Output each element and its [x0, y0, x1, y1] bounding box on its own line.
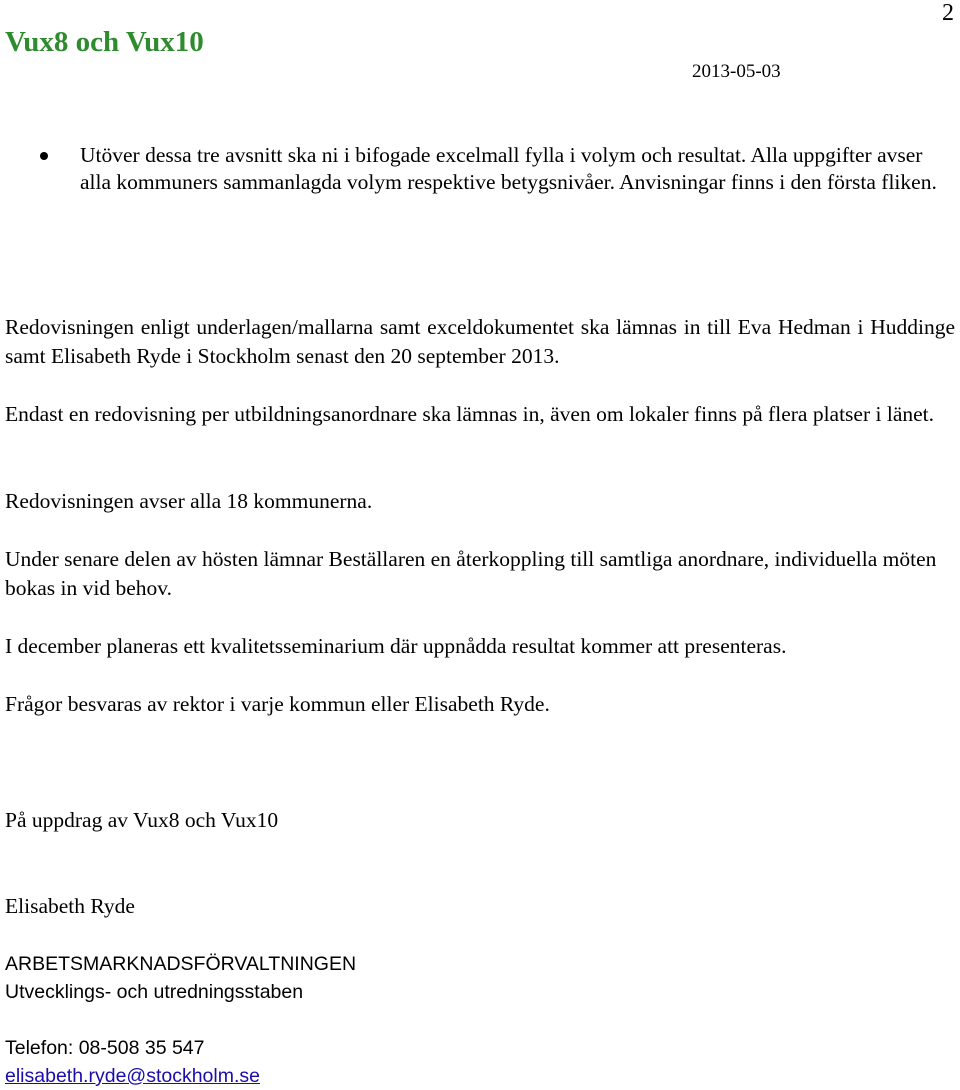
bullet-list [0, 142, 960, 196]
header-date: 2013-05-03 [692, 61, 781, 82]
signature-email-line [5, 1062, 260, 1090]
signature-unit: Utvecklings- och utredningsstaben [5, 981, 304, 1003]
paragraph-questions: Frågor besvaras av rektor i varje kommun eller Elisabeth Ryde. [5, 692, 550, 716]
paragraph-feedback: Under senare delen av hösten lämnar Beställaren en återkoppling till samtliga anordnare, individuella möten bokas in vid behov. [5, 547, 937, 600]
paragraph-municipalities: Redovisningen avser alla 18 kommunerna. [5, 489, 373, 513]
paragraph-seminar: I december planeras ett kvalitetsseminarium där uppnådda resultat kommer att presenteras. [5, 634, 787, 658]
list-item [0, 142, 940, 196]
signature-name: Elisabeth Ryde [5, 894, 135, 918]
bullet-icon [40, 152, 48, 160]
paragraph-submission: Redovisningen enligt underlagen/mallarna samt exceldokumentet ska lämnas in till Eva Hedman i Huddinge samt Elisabeth Ryde i Stockholm senast den 20 september 2013. [5, 315, 955, 368]
signature-on-behalf: På uppdrag av Vux8 och Vux10 [5, 808, 279, 832]
header-title: Vux8 och Vux10 [5, 26, 204, 58]
signature-phone: Telefon: 08-508 35 547 [5, 1037, 205, 1059]
page-number: 2 [942, 0, 954, 26]
paragraph-single-report: Endast en redovisning per utbildningsanordnare ska lämnas in, även om lokaler finns på flera platser i länet. [5, 402, 935, 426]
email-link[interactable]: elisabeth.ryde@stockholm.se [5, 1065, 260, 1087]
bullet-text: Utöver dessa tre avsnitt ska ni i bifogade excelmall fylla i volym och resultat. Alla uppgifter avser alla kommuners sammanlagda volym respektive betygsnivåer. Anvisningar finns i den första fliken. [80, 143, 937, 194]
signature-department: ARBETSMARKNADSFÖRVALTNINGEN [5, 953, 357, 975]
